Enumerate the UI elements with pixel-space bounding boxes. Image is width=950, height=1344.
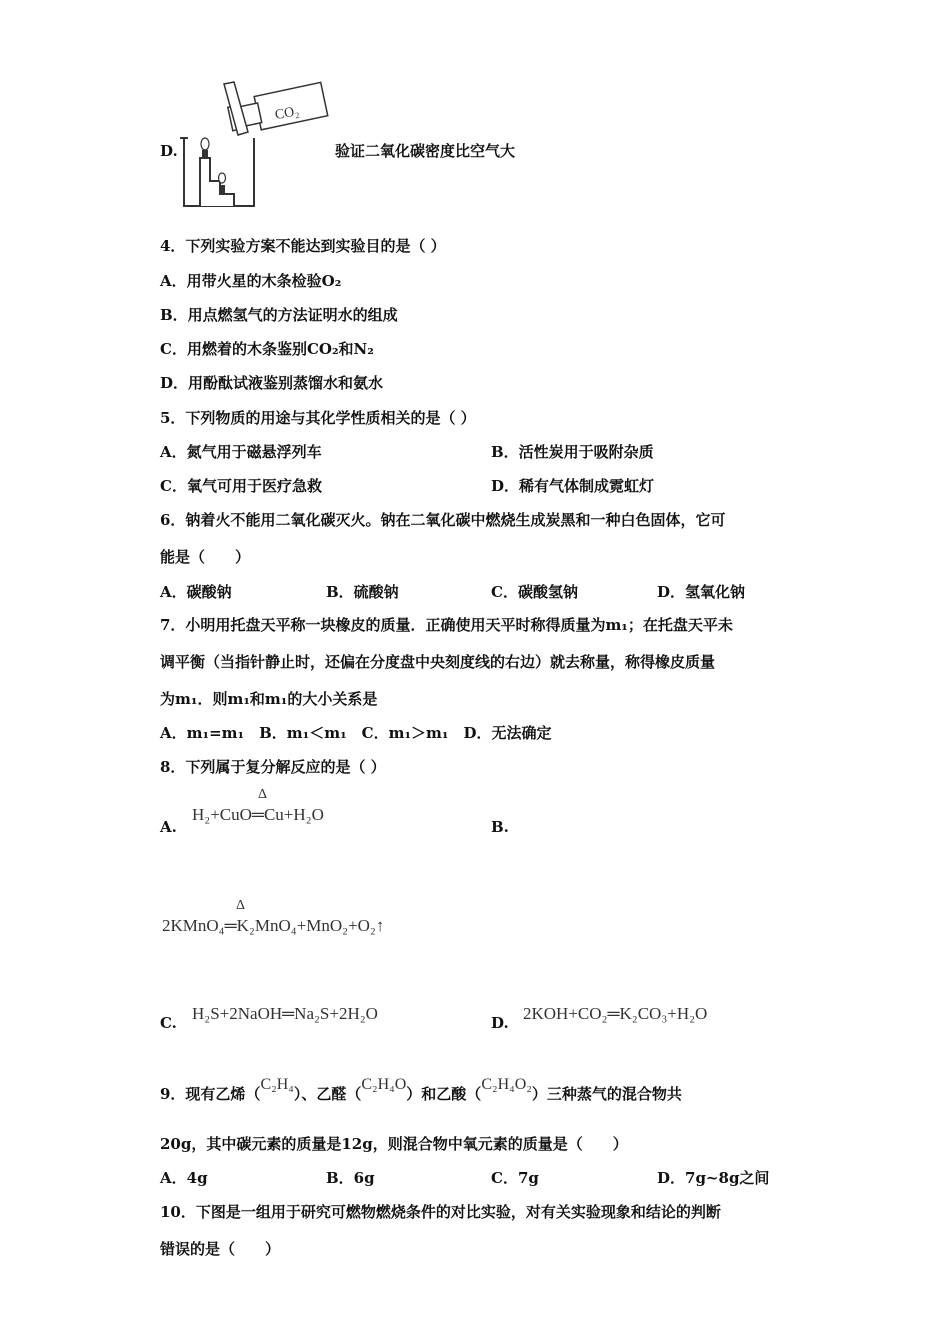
q4-option-c: C．用燃着的木条鉴别CO₂和N₂ (160, 340, 374, 358)
q9-formula-ethylene: C₂H₄ (260, 1076, 294, 1093)
q6-stem-line1: 6．钠着火不能用二氧化碳灭火。钠在二氧化碳中燃烧生成炭黑和一种白色固体，它可 (160, 511, 726, 529)
q8-c-formula-text: H₂S+2NaOH═Na₂S+2H₂O (192, 1004, 378, 1023)
q8-b-formula-text: 2KMnO₄═K₂MnO₄+MnO₂+O₂↑ (162, 916, 385, 935)
q9-part1: 9．现有乙烯（ (160, 1085, 261, 1103)
q4-option-a: A．用带火星的木条检验O₂ (160, 272, 342, 290)
q7-stem-line3: 为m₁．则m₁和m₁的大小关系是 (160, 690, 378, 708)
q9-part3: ）和乙酸（ (406, 1085, 482, 1103)
q8-option-d-formula (523, 1004, 707, 1024)
q8-b-delta: Δ (236, 898, 246, 913)
q8-a-formula-text: H₂+CuO═Cu+H₂O (192, 805, 324, 824)
q9-stem-line1 (160, 1076, 682, 1105)
q9-option-a: A．4g (160, 1169, 208, 1187)
q8-option-b-formula (162, 916, 384, 936)
co2-beaker-figure (178, 78, 338, 213)
q5-option-a: A．氮气用于磁悬浮列车 (160, 443, 322, 461)
q6-option-c: C．碳酸氢钠 (491, 583, 578, 601)
q9-option-c: C．7g (491, 1169, 539, 1187)
q9-stem-line2: 20g，其中碳元素的质量是12g，则混合物中氧元素的质量是（ ） (160, 1135, 628, 1153)
q7-stem-line1: 7．小明用托盘天平称一块橡皮的质量．正确使用天平时称得质量为m₁；在托盘天平未 (160, 616, 733, 634)
q9-part4: ）三种蒸气的混合物共 (531, 1085, 682, 1103)
q8-stem: 8．下列属于复分解反应的是（ ） (160, 758, 386, 776)
q6-option-a: A．碳酸钠 (160, 583, 232, 601)
q8-option-c-formula (192, 1004, 378, 1024)
q4-option-b: B．用点燃氢气的方法证明水的组成 (160, 306, 398, 324)
q8-option-a-letter: A. (160, 818, 177, 836)
q6-stem-line2: 能是（ ） (160, 548, 251, 566)
q9-formula-acetic-acid: C₂H₄O₂ (481, 1076, 532, 1093)
q9-formula-acetaldehyde: C₂H₄O (361, 1076, 407, 1093)
q10-stem-line2: 错误的是（ ） (160, 1240, 281, 1258)
q3-option-d-letter: D. (160, 142, 178, 160)
q8-option-b-letter: B. (491, 818, 509, 836)
q6-option-d: D．氢氧化钠 (657, 583, 746, 601)
q9-part2: ）、乙醛（ (293, 1085, 362, 1103)
q9-option-d: D．7g~8g之间 (657, 1169, 770, 1187)
q10-stem-line1: 10．下图是一组用于研究可燃物燃烧条件的对比实验，对有关实验现象和结论的判断 (160, 1203, 721, 1221)
q8-a-delta: Δ (258, 787, 268, 802)
q5-option-d: D．稀有气体制成霓虹灯 (491, 477, 655, 495)
q5-stem: 5．下列物质的用途与其化学性质相关的是（ ） (160, 409, 476, 427)
q8-option-d-letter: D. (491, 1014, 509, 1032)
q6-option-b: B．硫酸钠 (326, 583, 399, 601)
q8-option-c-letter: C. (160, 1014, 177, 1032)
q4-option-d: D．用酚酞试液鉴别蒸馏水和氨水 (160, 374, 384, 392)
q5-option-b: B．活性炭用于吸附杂质 (491, 443, 654, 461)
q8-option-a-formula (192, 805, 324, 825)
co2-label: CO₂ (273, 104, 301, 124)
q5-option-c: C．氧气可用于医疗急救 (160, 477, 322, 495)
q4-stem: 4．下列实验方案不能达到实验目的是（ ） (160, 237, 446, 255)
q9-option-b: B．6g (326, 1169, 375, 1187)
q3-option-d-text: 验证二氧化碳密度比空气大 (335, 142, 516, 160)
q8-d-formula-text: 2KOH+CO₂═K₂CO₃+H₂O (523, 1004, 708, 1023)
q7-stem-line2: 调平衡（当指针静止时，还偏在分度盘中央刻度线的右边）就去称量，称得橡皮质量 (160, 653, 716, 671)
q7-options: A．m₁=m₁ B．m₁＜m₁ C．m₁＞m₁ D．无法确定 (160, 724, 552, 742)
